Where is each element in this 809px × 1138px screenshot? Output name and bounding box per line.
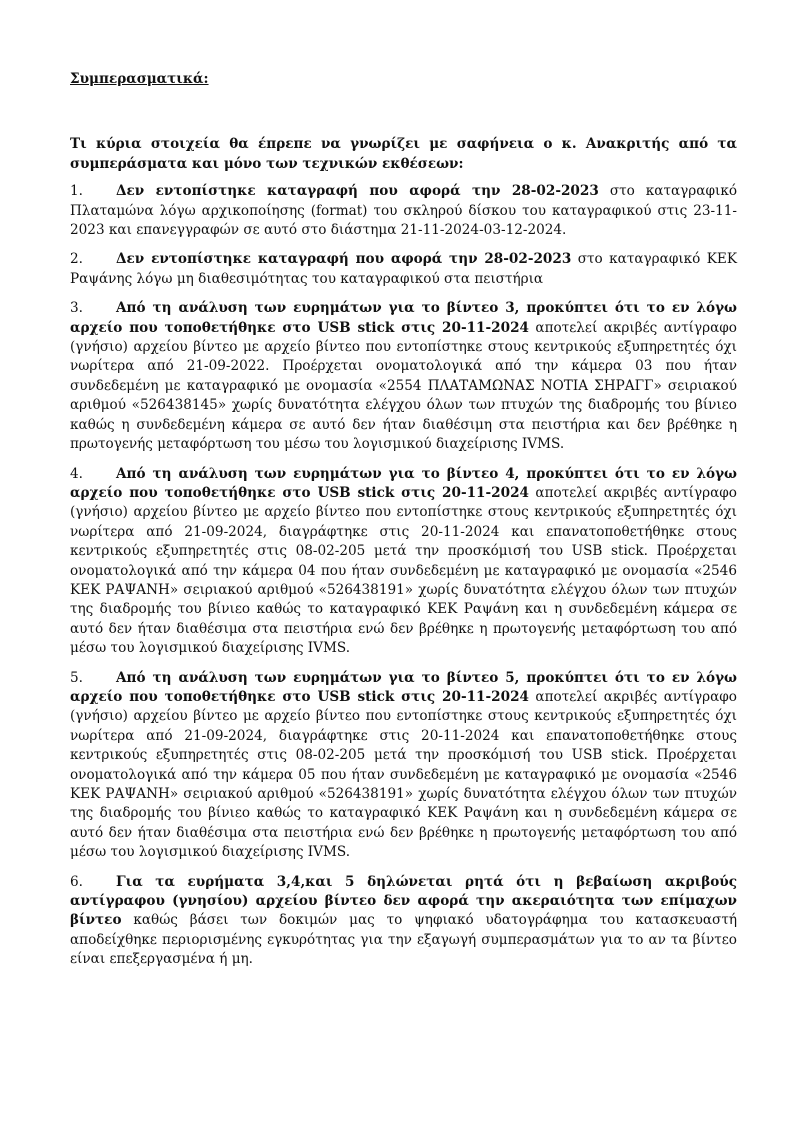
item-text: αποτελεί ακριβές αντίγραφο (γνήσιο) αρχείου βίντεο με αρχείο βίντεο που εντοπίστηκε στους κεντρικούς εξυπηρετητές όχι νωρίτερα από 21-09-2024, διαγράφτηκε στις 20-11-2024 και επανατοποθετήθηκε στους κεντρικούς εξυπηρετητές στις 08-02-205 μετά την προσκόμισή του USB stick. Προέρχεται ονοματολογικά από την κάμερα 04 που ήταν συνδεδεμένη με καταγραφικό με ονομασία «2546 ΚΕΚ ΡΑΨΑΝΗ» σειριακού αριθμού «526438191» χωρίς δυνατότητα ελέγχου όλων των πτυχών της διαδρομής του βίνιεο καθώς το καταγραφικό ΚΕΚ Ραψάνη και η συνδεδεμένη κάμερα σε αυτό δεν ήταν διαθέσιμα στα πειστήρια ενώ δεν βρέθηκε η πρωτογενής μεταφόρτωση του από μέσω του λογισμικού διαχείρισης IVMS. [70,484,737,657]
item-number: 4. [70,465,83,482]
item-number: 5. [70,669,83,686]
item-text: καθώς βάσει των δοκιμών μας το ψηφιακό υδατογράφημα του κατασκευαστή αποδείχθηκε περιορισμένης εγκυρότητας για την εξαγωγή συμπερασμάτων για το αν τα βίντεο είναι επεξεργασμένα ή μη. [70,912,737,968]
item-number: 1. [70,183,83,200]
section-heading: Συμπερασματικά: [70,71,209,87]
item-text: στο καταγραφικό Πλαταμώνα λόγω αρχικοποίησης (format) του σκληρού δίσκου του καταγραφικού στις 23-11-2023 και επανεγγραφών σε αυτό στο διάστημα 21-11-2024-03-12-2024. [70,183,738,239]
list-item-5 [70,669,737,863]
item-text: αποτελεί ακριβές αντίγραφο (γνήσιο) αρχείου βίντεο με αρχείο βίντεο που εντοπίστηκε στους κεντρικούς εξυπηρετητές όχι νωρίτερα από 21-09-2022. Προέρχεται ονοματολογικά από την κάμερα 03 που ήταν συνδεδεμένη με καταγραφικό με ονομασία «2554 ΠΛΑΤΑΜΩΝΑΣ ΝΟΤΙΑ ΣΗΡΑΓΓ» σειριακού αριθμού «526438145» χωρίς δυνατότητα ελέγχου όλων των πτυχών της διαδρομής του βίνιεο καθώς η συνδεδεμένη κάμερα σε αυτό δεν ήταν διαθέσιμη στα πειστήρια και δεν βρέθηκε η πρωτογενής μεταφόρτωση του μέσω του λογισμικού διαχείρισης IVMS. [70,319,737,453]
item-text: αποτελεί ακριβές αντίγραφο (γνήσιο) αρχείου βίντεο με αρχείο βίντεο που εντοπίστηκε στους κεντρικούς εξυπηρετητές όχι νωρίτερα από 21-09-2024, διαγράφτηκε στις 20-11-2024 και επανατοποθετήθηκε στους κεντρικούς εξυπηρετητές στις 08-02-205 μετά την προσκόμισή του USB stick. Προέρχεται ονοματολογικά από την κάμερα 05 που ήταν συνδεδεμένη με καταγραφικό με ονομασία «2546 ΚΕΚ ΡΑΨΑΝΗ» σειριακού αριθμού «526438191» χωρίς δυνατότητα ελέγχου όλων των πτυχών της διαδρομής του βίνιεο καθώς το καταγραφικό ΚΕΚ Ραψάνη και η συνδεδεμένη κάμερα σε αυτό δεν ήταν διαθέσιμα στα πειστήρια ενώ δεν βρέθηκε η πρωτογενής μεταφόρτωση του από μέσω του λογισμικού διαχείρισης IVMS. [70,688,737,861]
item-number: 6. [70,873,83,890]
list-item-4 [70,465,737,659]
item-bold-text: Για τα ευρήματα 3,4,και 5 δηλώνεται ρητά ότι η βεβαίωση ακριβούς αντίγραφου (γνησίου) αρχείου βίντεο δεν αφορά την ακεραιότητα των επίμαχων βίντεο [70,873,737,929]
item-number: 3. [70,300,83,317]
list-item-3 [70,299,737,454]
question-paragraph: Τι κύρια στοιχεία θα έπρεπε να γνωρίζει με σαφήνεια ο κ. Ανακριτής από τα συμπεράσματα και μόνο των τεχνικών εκθέσεων: [70,136,737,172]
item-bold-text: Από τη ανάλυση των ευρημάτων για το βίντεο 3, προκύπτει ότι το εν λόγω αρχείο που τοποθετήθηκε στο USB stick στις 20-11-2024 [70,300,737,336]
item-bold-text: Δεν εντοπίστηκε καταγραφή που αφορά την 28-02-2023 [116,183,599,200]
list-item-6 [70,873,737,970]
list-item-1 [70,182,737,240]
item-bold-text: Από τη ανάλυση των ευρημάτων για το βίντεο 4, προκύπτει ότι το εν λόγω αρχείο που τοποθετήθηκε στο USB stick στις 20-11-2024 [70,465,737,501]
item-bold-text: Από τη ανάλυση των ευρημάτων για το βίντεο 5, προκύπτει ότι το εν λόγω αρχείο που τοποθετήθηκε στο USB stick στις 20-11-2024 [70,669,737,705]
item-text: στο καταγραφικό ΚΕΚ Ραψάνης λόγω μη διαθεσιμότητας του καταγραφικού στα πειστήρια [70,251,738,287]
item-number: 2. [70,251,83,268]
list-item-2 [70,250,737,289]
item-bold-text: Δεν εντοπίστηκε καταγραφή που αφορά την 28-02-2023 [116,251,572,268]
